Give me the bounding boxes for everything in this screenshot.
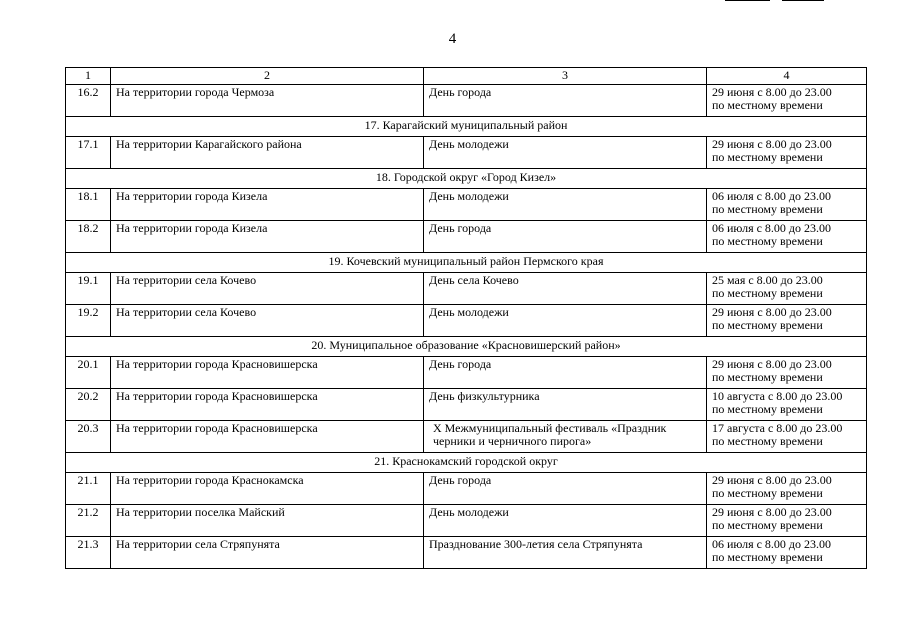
row-event: День молодежи bbox=[424, 305, 707, 337]
row-time-line: по местному времени bbox=[712, 234, 823, 248]
row-event: Празднование 300-летия села Стряпунята bbox=[424, 537, 707, 569]
row-event: День молодежи bbox=[424, 189, 707, 221]
table-row bbox=[66, 505, 867, 537]
row-event: День молодежи bbox=[424, 505, 707, 537]
row-time-line: 25 мая с 8.00 до 23.00 bbox=[712, 273, 823, 287]
row-time-line: по местному времени bbox=[712, 202, 823, 216]
row-number: 20.1 bbox=[66, 357, 111, 389]
table-row bbox=[66, 137, 867, 169]
section-title: 21. Краснокамский городской округ bbox=[66, 453, 867, 473]
row-event: День города bbox=[424, 85, 707, 117]
row-time-line: 29 июня с 8.00 до 23.00 bbox=[712, 505, 832, 519]
row-event: День села Кочево bbox=[424, 273, 707, 305]
row-number: 19.2 bbox=[66, 305, 111, 337]
row-location: На территории города Красновишерска bbox=[111, 357, 424, 389]
section-title: 20. Муниципальное образование «Красновишерский район» bbox=[66, 337, 867, 357]
row-time-line: 06 июля с 8.00 до 23.00 bbox=[712, 537, 832, 551]
row-time-line: по местному времени bbox=[712, 550, 823, 564]
row-time-line: по местному времени bbox=[712, 518, 823, 532]
row-location: На территории города Чермоза bbox=[111, 85, 424, 117]
column-header: 3 bbox=[424, 68, 707, 85]
page-number: 4 bbox=[448, 31, 457, 47]
table-row bbox=[66, 189, 867, 221]
section-header-row bbox=[66, 117, 867, 137]
row-location: На территории поселка Майский bbox=[111, 505, 424, 537]
row-number: 20.3 bbox=[66, 421, 111, 453]
row-time-line: по местному времени bbox=[712, 286, 823, 300]
row-event: День города bbox=[424, 357, 707, 389]
row-number: 19.1 bbox=[66, 273, 111, 305]
row-location: На территории села Стряпунята bbox=[111, 537, 424, 569]
row-time bbox=[707, 221, 867, 253]
top-edge-marks bbox=[0, 0, 905, 4]
row-number: 20.2 bbox=[66, 389, 111, 421]
row-time-line: по местному времени bbox=[712, 402, 823, 416]
table-row bbox=[66, 221, 867, 253]
row-time bbox=[707, 85, 867, 117]
row-time-line: по местному времени bbox=[712, 150, 823, 164]
row-time bbox=[707, 137, 867, 169]
section-header-row bbox=[66, 253, 867, 273]
row-time-line: 10 августа с 8.00 до 23.00 bbox=[712, 389, 843, 403]
table-row bbox=[66, 537, 867, 569]
row-time-line: по местному времени bbox=[712, 486, 823, 500]
row-time bbox=[707, 473, 867, 505]
row-event: X Межмуниципальный фестиваль «Праздник черники и черничного пирога» bbox=[424, 421, 707, 453]
table-row bbox=[66, 85, 867, 117]
section-title: 18. Городской округ «Город Кизел» bbox=[66, 169, 867, 189]
row-event: День города bbox=[424, 221, 707, 253]
column-header: 1 bbox=[66, 68, 111, 85]
row-location: На территории города Красновишерска bbox=[111, 389, 424, 421]
column-header: 4 bbox=[707, 68, 867, 85]
row-time-line: 29 июня с 8.00 до 23.00 bbox=[712, 473, 832, 487]
row-time bbox=[707, 273, 867, 305]
events-table bbox=[65, 67, 867, 569]
row-location: На территории города Кизела bbox=[111, 221, 424, 253]
row-number: 16.2 bbox=[66, 85, 111, 117]
section-title: 19. Кочевский муниципальный район Пермского края bbox=[66, 253, 867, 273]
row-location: На территории села Кочево bbox=[111, 273, 424, 305]
row-time-line: 06 июля с 8.00 до 23.00 bbox=[712, 189, 832, 203]
row-time bbox=[707, 537, 867, 569]
row-number: 21.3 bbox=[66, 537, 111, 569]
row-location: На территории села Кочево bbox=[111, 305, 424, 337]
section-header-row bbox=[66, 169, 867, 189]
row-location: На территории города Кизела bbox=[111, 189, 424, 221]
table-row bbox=[66, 305, 867, 337]
row-time bbox=[707, 389, 867, 421]
table-header-row bbox=[66, 68, 867, 85]
row-time-line: по местному времени bbox=[712, 98, 823, 112]
row-event: День физкультурника bbox=[424, 389, 707, 421]
row-time-line: 29 июня с 8.00 до 23.00 bbox=[712, 137, 832, 151]
row-time bbox=[707, 421, 867, 453]
table-row bbox=[66, 421, 867, 453]
row-time-line: 06 июля с 8.00 до 23.00 bbox=[712, 221, 832, 235]
row-time bbox=[707, 357, 867, 389]
row-time bbox=[707, 189, 867, 221]
row-number: 17.1 bbox=[66, 137, 111, 169]
row-event: День молодежи bbox=[424, 137, 707, 169]
row-time bbox=[707, 305, 867, 337]
column-header: 2 bbox=[111, 68, 424, 85]
row-location: На территории города Краснокамска bbox=[111, 473, 424, 505]
row-number: 18.1 bbox=[66, 189, 111, 221]
row-location: На территории Карагайского района bbox=[111, 137, 424, 169]
section-title: 17. Карагайский муниципальный район bbox=[66, 117, 867, 137]
row-number: 18.2 bbox=[66, 221, 111, 253]
row-time-line: 29 июня с 8.00 до 23.00 bbox=[712, 85, 832, 99]
table-row bbox=[66, 473, 867, 505]
section-header-row bbox=[66, 453, 867, 473]
row-time-line: 29 июня с 8.00 до 23.00 bbox=[712, 357, 832, 371]
table-row bbox=[66, 389, 867, 421]
row-number: 21.2 bbox=[66, 505, 111, 537]
row-event: День города bbox=[424, 473, 707, 505]
row-number: 21.1 bbox=[66, 473, 111, 505]
row-time-line: 29 июня с 8.00 до 23.00 bbox=[712, 305, 832, 319]
table-row bbox=[66, 273, 867, 305]
section-header-row bbox=[66, 337, 867, 357]
row-time-line: по местному времени bbox=[712, 370, 823, 384]
row-time-line: 17 августа с 8.00 до 23.00 bbox=[712, 421, 843, 435]
table-row bbox=[66, 357, 867, 389]
row-time-line: по местному времени bbox=[712, 434, 823, 448]
row-time bbox=[707, 505, 867, 537]
row-time-line: по местному времени bbox=[712, 318, 823, 332]
row-location: На территории города Красновишерска bbox=[111, 421, 424, 453]
